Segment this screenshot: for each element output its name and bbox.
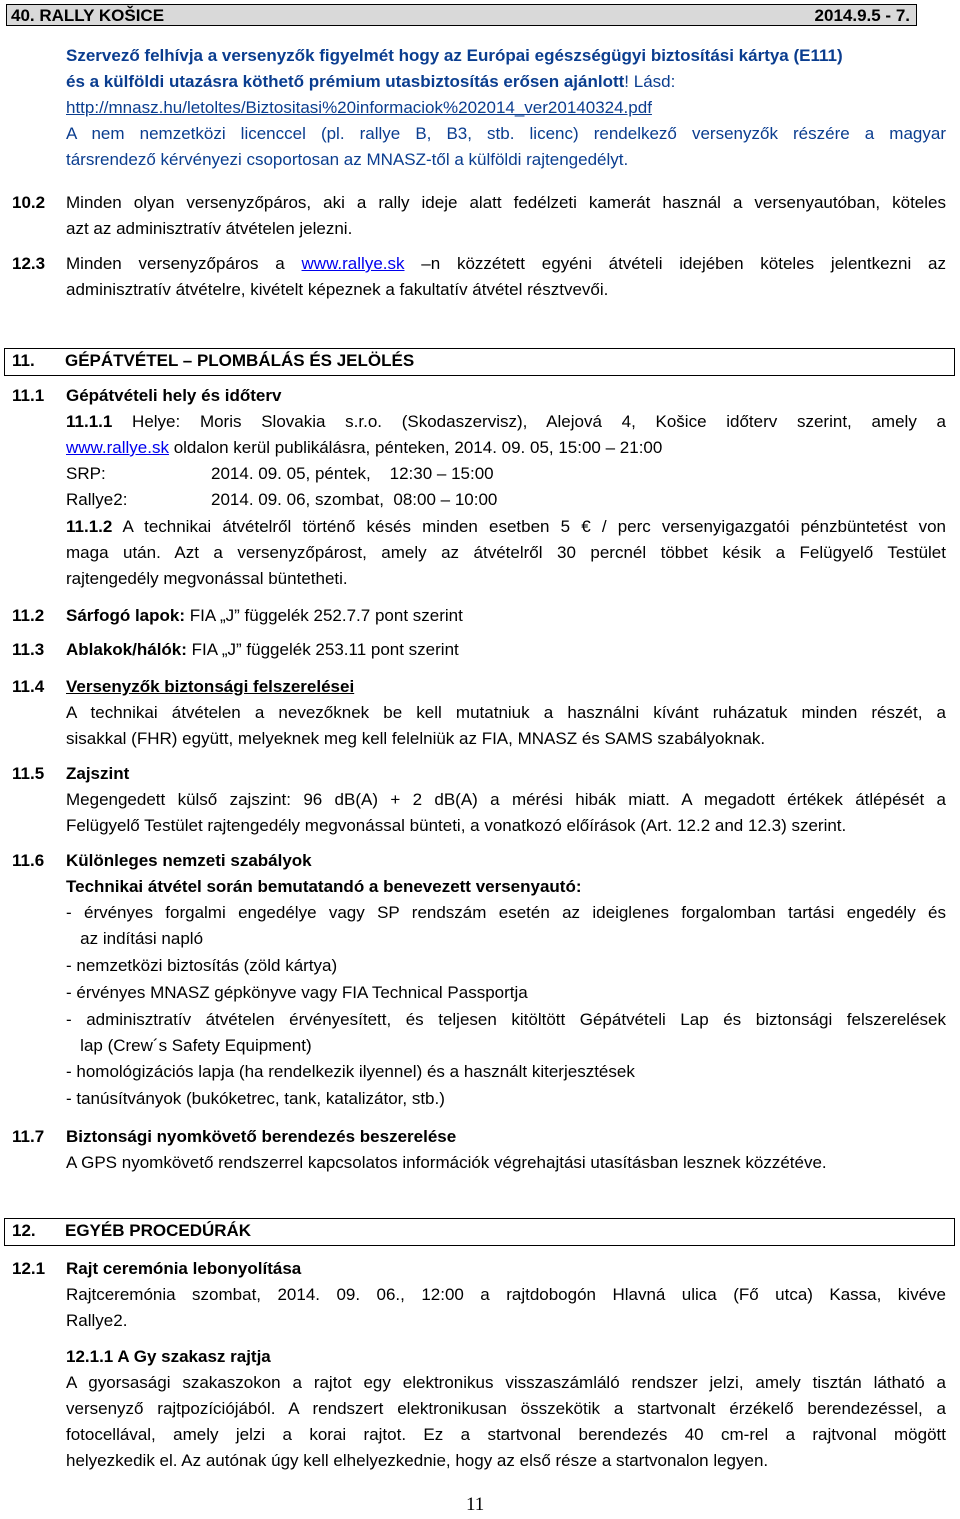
section-12-title: EGYÉB PROCEDÚRÁK (65, 1221, 252, 1240)
item-12-3-pre: Minden versenyzőpáros a (66, 254, 302, 273)
insurance-link[interactable]: http://mnasz.hu/letoltes/Biztositasi%20informaciok%202014_ver20140324.pdf (66, 98, 652, 117)
s11-6-subtitle: Technikai átvétel során bemutatandó a benevezett versenyautó: (66, 877, 582, 896)
s11-6-bullet: - homológizációs lapja (ha rendelkezik ilyennel) és a használt kiterjesztések (66, 1062, 635, 1081)
s12-1-line-1: Rajtceremónia szombat, 2014. 09. 06., 12:00 a rajtdobogón Hlavná ulica (Fő utca) Kassa, kivéve (66, 1285, 946, 1304)
s12-1-1-title: 12.1.1 A Gy szakasz rajtja (66, 1347, 271, 1366)
s11-1-1-number: 11.1.1 (66, 412, 113, 431)
s11-1-2-line-1 (66, 514, 946, 540)
s11-1-2-number: 11.1.2 (66, 517, 113, 536)
document-header (6, 4, 917, 26)
s11-4-line-2: sisakkal (FHR) együtt, melyeknek meg kell felelniük az FIA, MNASZ és SAMS szabályoknak. (66, 729, 766, 748)
intro-line-1: Szervező felhívja a versenyzők figyelmét hogy az Európai egészségügyi biztosítási kártya (E111) (66, 46, 843, 65)
header-title: 40. RALLY KOŠICE (11, 6, 165, 25)
s11-1-1-line-2-text: oldalon kerül publikálásra, pénteken, 2014. 09. 05, 15:00 – 21:00 (168, 438, 663, 457)
s12-1-number: 12.1 (12, 1259, 46, 1278)
s11-6-bullet: - nemzetközi biztosítás (zöld kártya) (66, 956, 338, 975)
s11-4-number: 11.4 (12, 677, 45, 696)
item-10-2-line-1: Minden olyan versenyzőpáros, aki a rally ideje alatt fedélzeti kamerát használ a versenyautóban, köteles (66, 193, 946, 212)
s11-2-text: FIA „J” függelék 252.7.7 pont szerint (185, 606, 463, 625)
s12-1-1-line-1: A gyorsasági szakaszokon a rajtot egy elektronikus visszaszámláló rendszer jelzi, amely tisztán látható a (66, 1373, 946, 1392)
intro-line-4: A nem nemzetközi licenccel (pl. rallye B, B3, stb. licenc) rendelkező versenyzők részére a magyar (66, 124, 946, 143)
s11-7-number: 11.7 (12, 1127, 45, 1146)
s11-6-bullet: az indítási napló (66, 929, 204, 948)
s11-1-number: 11.1 (12, 386, 45, 405)
item-12-3-line-2: adminisztratív átvételre, kivételt képeznek a fakultatív átvétel résztvevői. (66, 280, 609, 299)
intro-line-5: társrendező kérvényezi csoportosan az MNASZ-től a külföldi rajtengedélyt. (66, 150, 629, 169)
s11-1-1-text: Helye: Moris Slovakia s.r.o. (Skodaszervisz), Alejová 4, Košice időterv szerint, amely a (132, 412, 946, 431)
rallye2-value: 2014. 09. 06, szombat, 08:00 – 10:00 (211, 490, 498, 509)
item-10-2-line-2: azt az adminisztratív átvételen jelezni. (66, 219, 353, 238)
s11-1-2-text: A technikai átvételről történő késés minden esetben 5 € / perc versenyigazgatói pénzbüntetést von (122, 517, 946, 536)
s11-6-bullet: - adminisztratív átvételen érvényesített, és teljesen kitöltött Gépátvételi Lap és biztonsági felszerelések (66, 1010, 946, 1029)
s12-1-line-2: Rallye2. (66, 1311, 128, 1330)
s11-1-title: Gépátvételi hely és időterv (66, 386, 282, 405)
item-12-3-number: 12.3 (12, 254, 46, 273)
s11-6-bullet: lap (Crew´s Safety Equipment) (66, 1036, 312, 1055)
rallye-link-2[interactable]: www.rallye.sk (66, 438, 169, 457)
s12-1-title: Rajt ceremónia lebonyolítása (66, 1259, 302, 1278)
srp-value: 2014. 09. 05, péntek, 12:30 – 15:00 (211, 464, 494, 483)
s12-1-1-line-2: versenyző rajtpozíciójából. A rendszert elektronikusan összekötik a startvonalt érzékelő berendezéssel, a (66, 1399, 946, 1418)
s11-1-2-line-2: maga után. Azt a versenyzőpárost, amely az átvételről 30 percnél többet késik a Felügyelő Testület (66, 543, 946, 562)
s11-2-label: Sárfogó lapok: (66, 606, 186, 625)
rallye-link[interactable]: www.rallye.sk (301, 254, 405, 273)
section-12-heading (4, 1218, 955, 1246)
s11-6-title: Különleges nemzeti szabályok (66, 851, 312, 870)
s12-1-1-line-4: helyezkedik el. Az autónak úgy kell elhelyezkednie, hogy az első része a startvonalon legyen. (66, 1451, 769, 1470)
s11-5-number: 11.5 (12, 764, 45, 783)
s11-6-number: 11.6 (12, 851, 45, 870)
s11-5-title: Zajszint (66, 764, 130, 783)
srp-label: SRP: (66, 464, 106, 483)
item-10-2-number: 10.2 (12, 193, 46, 212)
s11-2-number: 11.2 (12, 606, 45, 625)
s11-7-line-1: A GPS nyomkövető rendszerrel kapcsolatos információk végrehajtási utasításban lesznek közzétéve. (66, 1153, 827, 1172)
s11-1-1-line-2 (66, 435, 662, 461)
section-11-number: 11. (12, 351, 35, 370)
s11-6-bullet: - érvényes forgalmi engedélye vagy SP rendszám esetén az ideiglenes forgalomban tartási engedély és (66, 903, 946, 922)
s11-3-number: 11.3 (12, 640, 45, 659)
s11-6-bullet: - érvényes MNASZ gépkönyve vagy FIA Technical Passportja (66, 983, 528, 1002)
s11-4-line-1: A technikai átvételen a nevezőknek be kell mutatniuk a használni kívánt ruházatuk minden részét, a (66, 703, 946, 722)
s11-1-2-line-3: rajtengedély megvonással büntetheti. (66, 569, 348, 588)
s11-5-line-2: Felügyelő Testület rajtengedély megvonással bünteti, a vonatkozó előírások (Art. 12.2 and 12.3) szerint. (66, 816, 847, 835)
intro-line-2 (66, 69, 675, 95)
s11-4-title: Versenyzők biztonsági felszerelései (66, 677, 355, 696)
s11-1-1-line-1 (66, 409, 946, 435)
section-11-heading (4, 348, 955, 376)
header-date: 2014.9.5 - 7. (814, 6, 910, 25)
s11-2-line (66, 603, 463, 629)
s12-1-1-line-3: fotocellával, amely jelzi a korai rajtot. Ez a startvonal berendezés 40 cm-rel a rajtvonal mögött (66, 1425, 946, 1444)
s11-7-title: Biztonsági nyomkövető berendezés beszerelése (66, 1127, 457, 1146)
intro-line-2-bold: és a külföldi utazásra köthető prémium utasbiztosítás erősen ajánlott (66, 72, 625, 91)
s11-3-text: FIA „J” függelék 253.11 pont szerint (186, 640, 459, 659)
s11-6-bullet: - tanúsítványok (bukóketrec, tank, katalizátor, stb.) (66, 1089, 445, 1108)
section-12-number: 12. (12, 1221, 36, 1240)
s11-3-line (66, 637, 459, 663)
item-12-3-post: –n közzétett egyéni átvételi idejében köteles jelentkezni az (404, 254, 946, 273)
rallye2-label: Rallye2: (66, 490, 128, 509)
item-12-3-line-1 (66, 251, 946, 277)
page-number: 11 (466, 1494, 485, 1515)
intro-line-2-rest: ! Lásd: (624, 72, 676, 91)
s11-3-label: Ablakok/hálók: (66, 640, 187, 659)
s11-5-line-1: Megengedett külső zajszint: 96 dB(A) + 2 dB(A) a mérési hibák miatt. A megadott értékek átlépését a (66, 790, 946, 809)
section-11-title: GÉPÁTVÉTEL – PLOMBÁLÁS ÉS JELÖLÉS (65, 351, 415, 370)
